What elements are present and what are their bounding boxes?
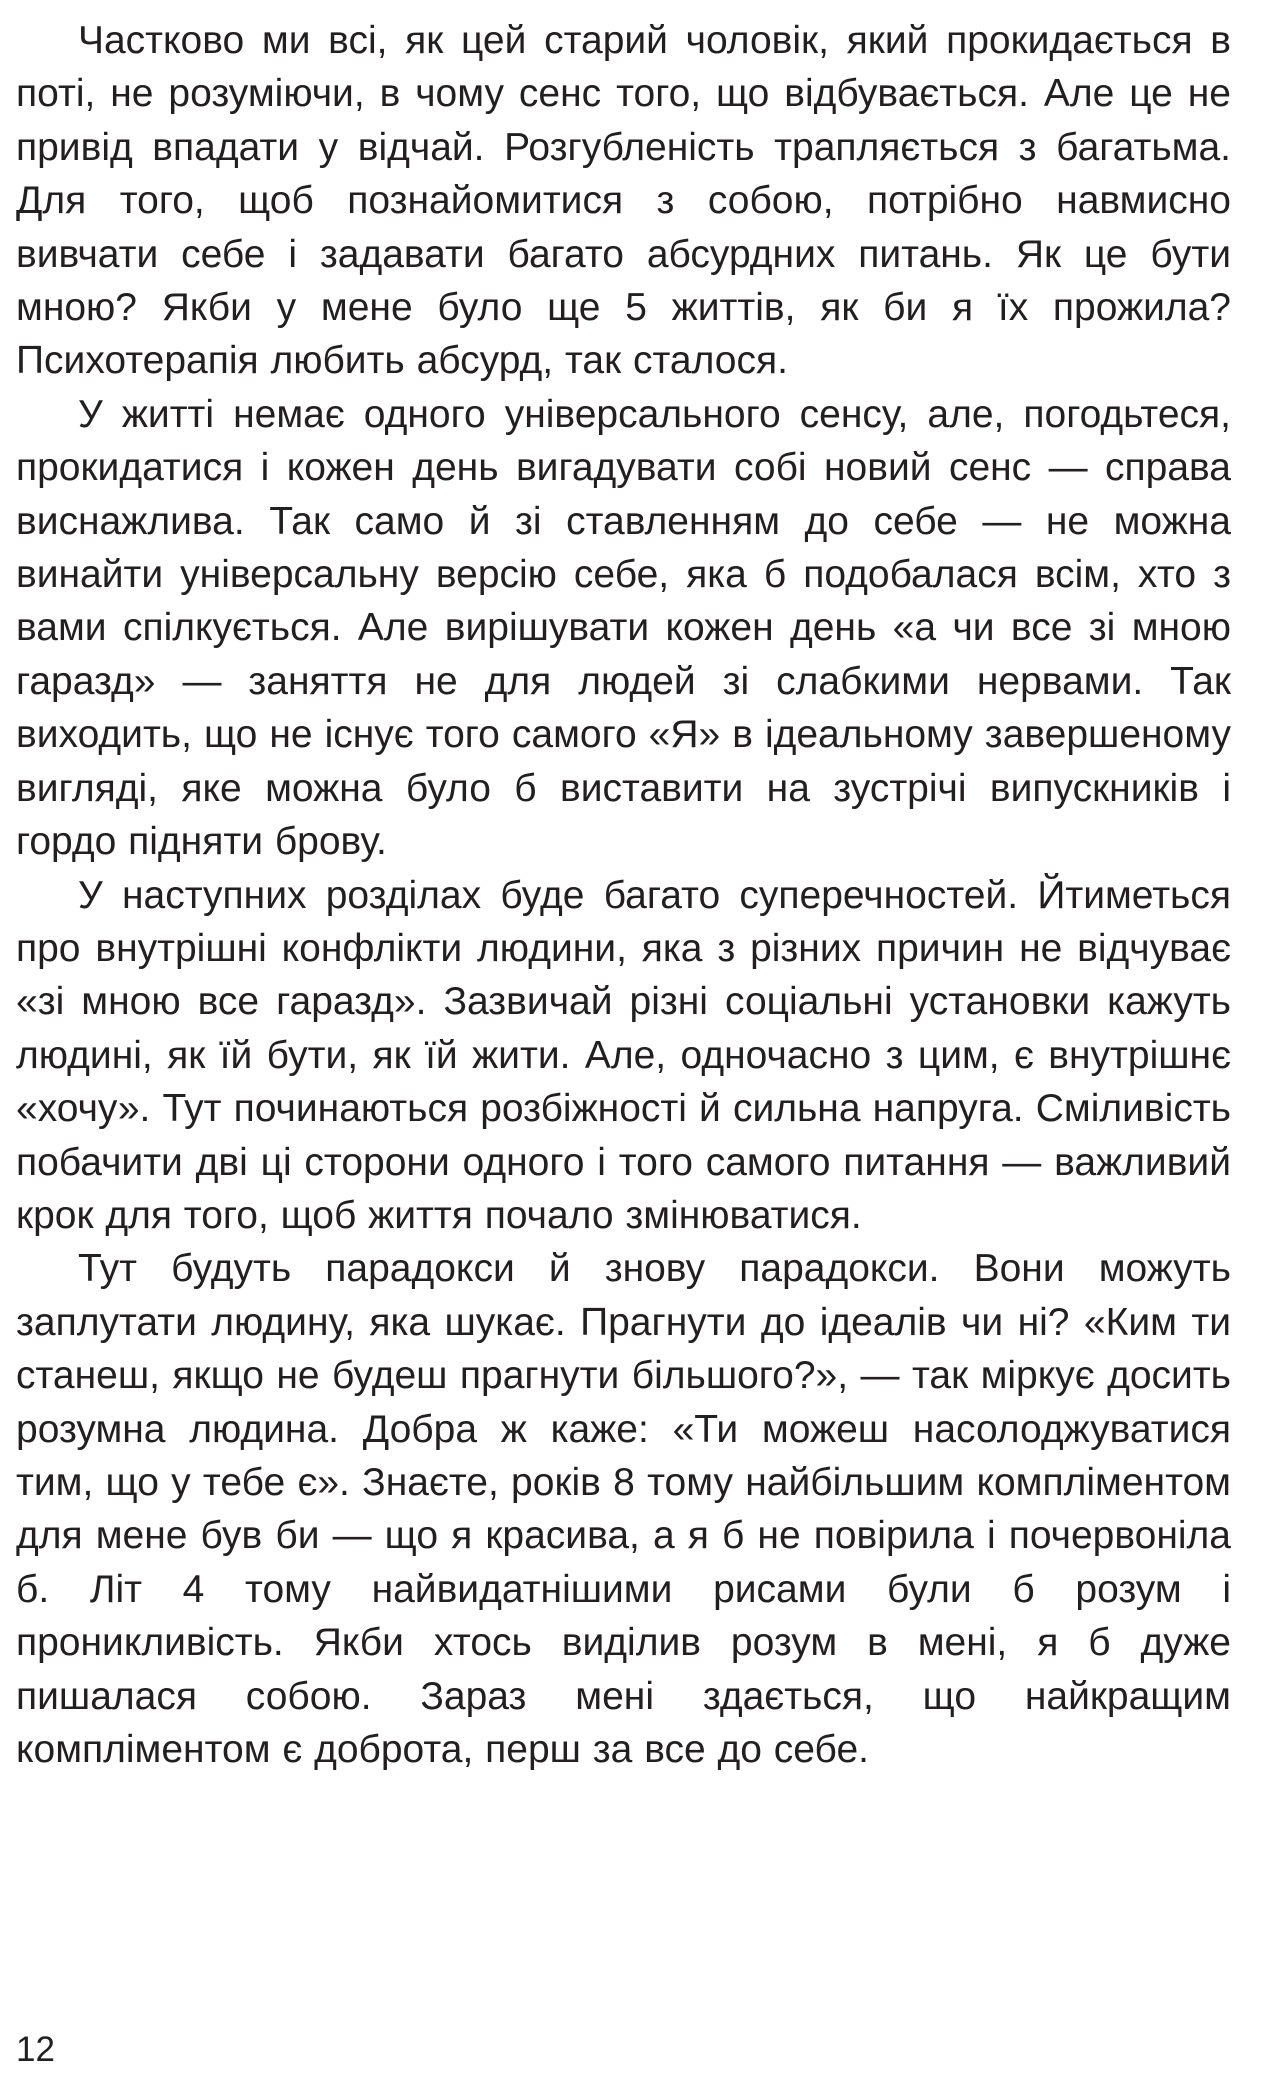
paragraph-3: У наступних розділах буде багато суперечностей. Йтиметься про внутрішні конфлікти людини, яка з різних причин не відчуває «зі мною все гаразд». Зазвичай різні соціальні установки кажуть людині, як їй бути, як їй жити. Але, одночасно з цим, є внутрішнє «хочу». Тут починаються розбіжності й сильна напруга. Сміливість побачити дві ці сторони одного і того самого питання — важливий крок для того, щоб життя почало змінюватися. xyxy=(16,873,1231,1237)
paragraph-4: Тут будуть парадокси й знову парадокси. Вони можуть заплутати людину, яка шукає. Прагнути до ідеалів чи ні? «Ким ти станеш, якщо не будеш прагнути більшого?», — так міркує досить розумна людина. Добра ж каже: «Ти можеш насолоджуватися тим, що у тебе є». Знаєте, років 8 тому найбільшим компліментом для мене був би — що я красива, а я б не повірила і почервоніла б. Літ 4 тому найвидатнішими рисами були б розум і проникливість. Якби хтось виділив розум в мені, я б дуже пишалася собою. Зараз мені здається, що найкращим компліментом є доброта, перш за все до себе. xyxy=(16,1247,1231,1771)
page-number: 12 xyxy=(16,2030,55,2069)
paragraph-2: У житті немає одного універсального сенсу, але, погодьтеся, прокидатися і кожен день вигадувати собі новий сенс — справа виснажлива. Так само й зі ставленням до себе — не можна винайти універсальну версію себе, яка б подобалася всім, хто з вами спілкується. Але вирішувати кожен день «а чи все зі мною гаразд» — заняття не для людей зі слабкими нервами. Так виходить, що не існує того самого «Я» в ідеальному завершеному вигляді, яке можна було б виставити на зустрічі випускників і гордо підняти брову. xyxy=(16,392,1231,864)
paragraph-1: Частково ми всі, як цей старий чоловік, який прокидається в поті, не розуміючи, в чому сенс того, що відбувається. Але це не привід впадати у відчай. Розгубленість трапляється з багатьма. Для того, щоб познайомитися з собою, потрібно навмисно вивчати себе і задавати багато абсурдних питань. Як це бути мною? Якби у мене було ще 5 життів, як би я їх прожила? Психотерапія любить абсурд, так сталося. xyxy=(16,19,1231,383)
body-text xyxy=(16,14,1231,1776)
